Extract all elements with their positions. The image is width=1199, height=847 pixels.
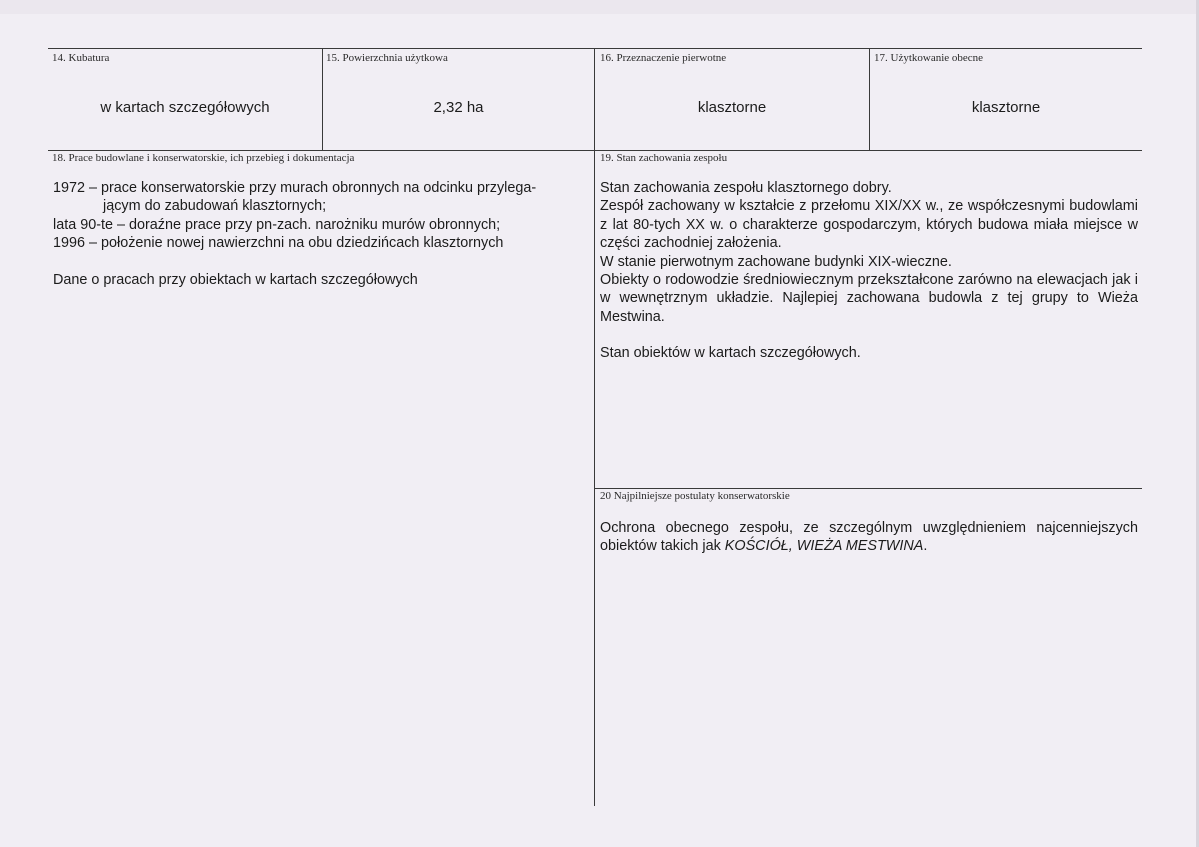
f18-entry-1972-cont: jącym do zabudowań klasztornych; [103,198,327,215]
field-20-label: 20 Najpilniejsze postulaty konserwatorskie [600,490,790,502]
field-18-content [53,179,583,289]
divider-center [594,48,595,806]
field-16-value: klasztorne [697,99,767,116]
rule-middle [48,150,1142,151]
f19-p1: Stan zachowania zespołu klasztornego dobry. [600,180,892,196]
field-14-label: 14. Kubatura [52,52,110,64]
f18-entry-1972: 1972 – prace konserwatorskie przy murach obronnych na odcinku przylega- [53,180,537,196]
f19-p2: Zespół zachowany w kształcie z przełomu XIX/XX w., ze współczesnymi budowlami z lat 80-tych XX w. o charakterze gospodarczym, których budowa miała miejsce w części zachodniej założenia. [600,198,1138,252]
field-14-value: w kartach szczegółowych [100,99,270,116]
field-19-content [600,179,1138,363]
field-17-value: klasztorne [971,99,1041,116]
f18-entry-1996: 1996 – położenie nowej nawierzchni na obu dziedzińcach klasztornych [53,235,504,252]
f20-emphasis: KOŚCIÓŁ, WIEŻA MESTWINA [724,538,924,555]
field-19-label: 19. Stan zachowania zespołu [600,152,728,164]
field-16-label: 16. Przeznaczenie pierwotne [600,52,727,64]
field-15-label: 15. Powierzchnia użytkowa [326,52,448,64]
rule-top [48,48,1142,49]
f18-entry-90s: lata 90-te – doraźne prace przy pn-zach. narożniku murów obronnych; [53,216,501,233]
f19-p4: Obiekty o rodowodzie średniowiecznym przekształcone zarówno na elewacjach jak i w wewnętrznym układzie. Najlepiej zachowana budowla z tej grupy to Wieża Mestwina. [600,272,1138,325]
scan-top-band [0,0,1199,14]
rule-f20 [594,488,1142,489]
f19-p5: Stan obiektów w kartach szczegółowych. [600,345,861,362]
f19-p3: W stanie pierwotnym zachowane budynki XIX-wieczne. [600,253,952,270]
field-15-value: 2,32 ha [433,99,484,116]
f20-text: Ochrona obecnego zespołu, ze szczególnym uwzględnieniem najcenniejszych obiektów takich jak [600,520,1138,555]
field-20-content [600,519,1138,556]
field-18-label: 18. Prace budowlane i konserwatorskie, ich przebieg i dokumentacja [52,152,355,164]
field-17-label: 17. Użytkowanie obecne [874,52,984,64]
f20-end: . [923,538,928,555]
f18-note: Dane o pracach przy obiektach w kartach szczegółowych [53,271,418,288]
